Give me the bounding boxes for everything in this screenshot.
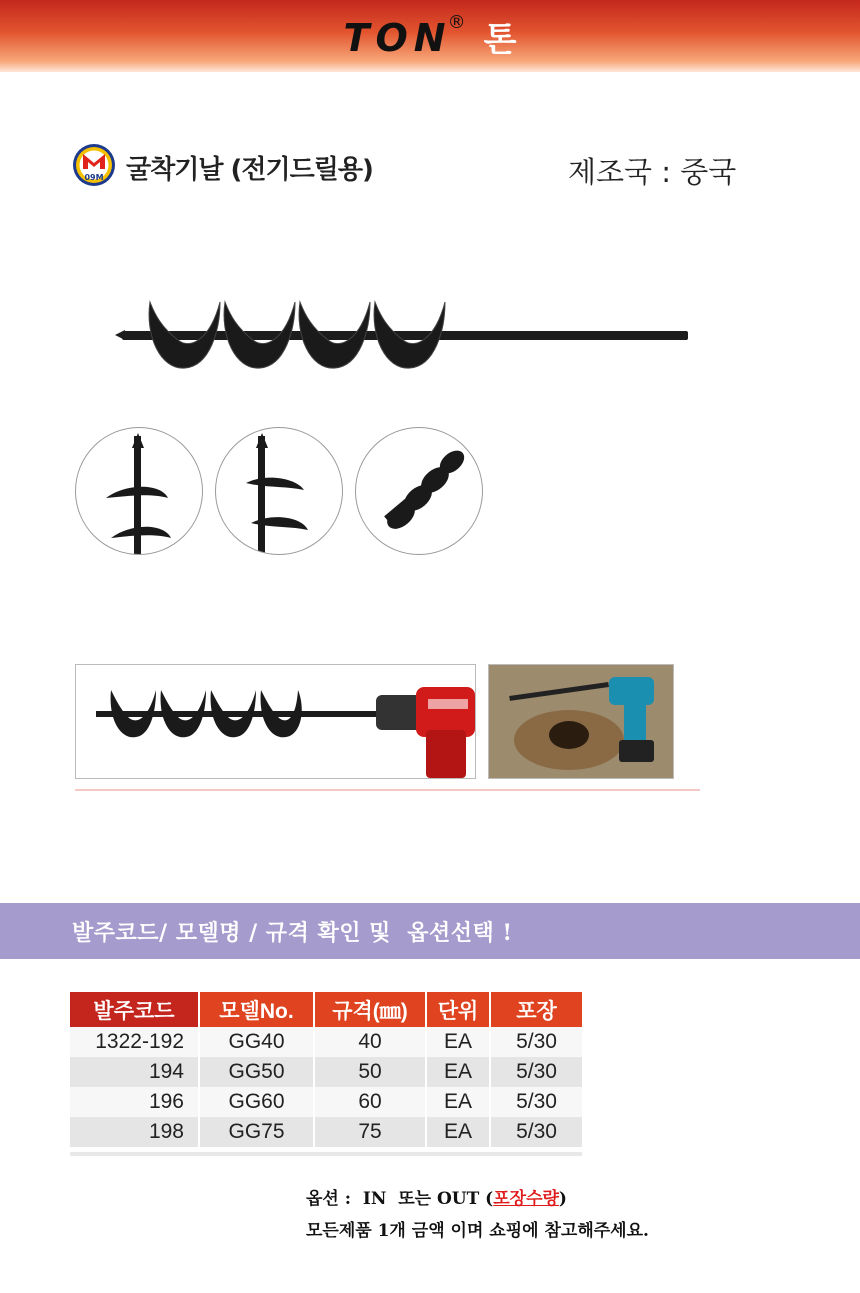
packing: 5/30 [489, 1057, 582, 1087]
tip-detail-photo-3 [355, 427, 483, 555]
order-info-heading: 발주코드/ 모델명 / 규격 확인 및 옵션선택 ! [72, 920, 513, 946]
auger-bit-photo [50, 280, 705, 400]
brand-name-ko: 톤 [483, 20, 517, 60]
packing: 5/30 [489, 1117, 582, 1147]
tip-detail-photo-1 [75, 427, 203, 555]
unit: EA [425, 1087, 489, 1117]
model-no: GG75 [198, 1117, 313, 1147]
table-header-row [70, 992, 582, 1027]
unit: EA [425, 1057, 489, 1087]
table-row [70, 1057, 582, 1087]
brand-name-en: TON [343, 16, 452, 60]
header-unit: 단위 [425, 992, 489, 1027]
manufacturer-logo-icon [72, 143, 116, 187]
table-row [70, 1027, 582, 1057]
header-model-no: 모델No. [198, 992, 313, 1027]
brand-logo [0, 12, 860, 61]
table-shadow [70, 1152, 582, 1156]
option-note [306, 1184, 567, 1209]
table-row [70, 1087, 582, 1117]
drill-usage-photo [75, 664, 476, 779]
logo-text: 09M [84, 173, 104, 182]
order-code: 194 [70, 1057, 198, 1087]
header-order-code: 발주코드 [70, 992, 198, 1027]
product-title: 굴착기날 (전기드릴용) [126, 155, 373, 185]
spec-table [70, 992, 582, 1147]
order-code: 1322-192 [70, 1027, 198, 1057]
header-packing: 포장 [489, 992, 582, 1027]
model-no: GG40 [198, 1027, 313, 1057]
size: 50 [313, 1057, 425, 1087]
packing: 5/30 [489, 1087, 582, 1117]
option-note-prefix: 옵션 : IN 또는 OUT ( [306, 1189, 494, 1209]
tip-detail-photo-2 [215, 427, 343, 555]
size: 75 [313, 1117, 425, 1147]
registered-mark: ® [447, 12, 466, 33]
country-of-origin: 제조국 : 중국 [568, 155, 737, 189]
model-no: GG60 [198, 1087, 313, 1117]
size: 40 [313, 1027, 425, 1057]
option-note-suffix: ) [558, 1189, 567, 1209]
model-no: GG50 [198, 1057, 313, 1087]
size: 60 [313, 1087, 425, 1117]
unit: EA [425, 1117, 489, 1147]
unit: EA [425, 1027, 489, 1057]
order-code: 196 [70, 1087, 198, 1117]
option-note-highlight: 포장수량 [493, 1189, 559, 1209]
digging-hole-photo [488, 664, 674, 779]
order-code: 198 [70, 1117, 198, 1147]
header-size: 규격(㎜) [313, 992, 425, 1027]
packing: 5/30 [489, 1027, 582, 1057]
divider [75, 789, 700, 791]
table-row [70, 1117, 582, 1147]
price-note: 모든제품 1개 금액 이며 쇼핑에 참고해주세요. [306, 1221, 649, 1241]
